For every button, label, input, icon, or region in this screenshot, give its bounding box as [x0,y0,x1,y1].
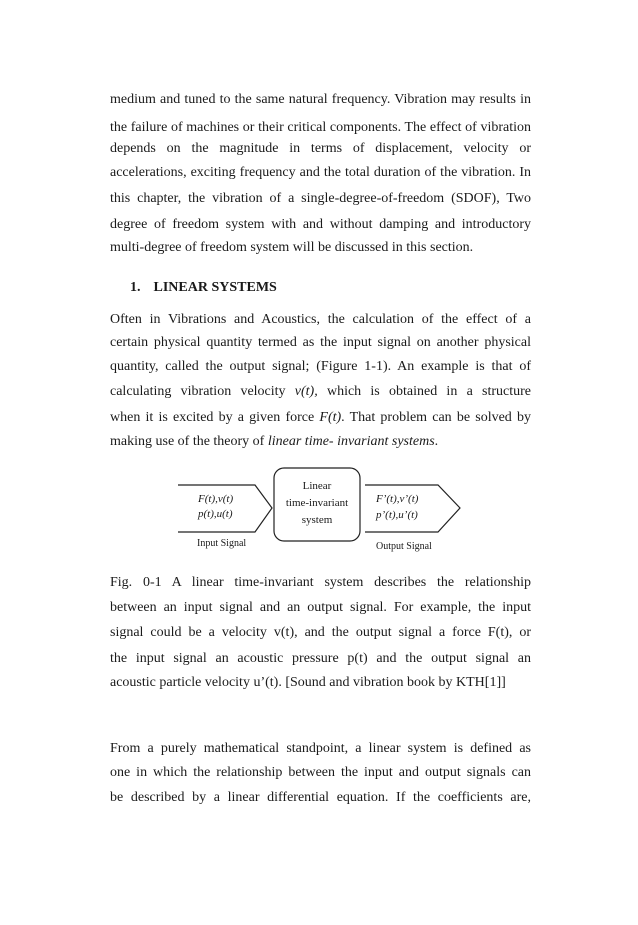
body-line [110,409,531,427]
output-signal-label-2: p’(t),u’(t) [376,509,418,521]
intro-line: degree of freedom system with and without damping and introductory [110,217,531,232]
body-line: Often in Vibrations and Acoustics, the calculation of the effect of a [110,312,531,327]
body-text: making use of the theory of [110,434,268,449]
output-signal-label-1: F’(t),v’(t) [376,493,419,505]
body-line: quantity, called the output signal; (Figure 1-1). An example is that of [110,359,531,374]
caption-line: between an input signal and an output signal. For example, the input [110,600,531,615]
body-line: one in which the relationship between the input and output signals can [110,765,531,780]
intro-line: multi-degree of freedom system will be discussed in this section. [110,240,474,255]
body-text: . [434,434,439,449]
body-text: when it is excited by a given force [110,410,320,425]
body-line: From a purely mathematical standpoint, a linear system is defined as [110,741,531,756]
output-signal-caption: Output Signal [376,541,432,552]
section-heading [130,280,277,296]
body-text: . That problem can be solved by [341,410,531,425]
intro-line: depends on the magnitude in terms of displacement, velocity or [110,141,531,156]
input-signal-label-2: p(t),u(t) [198,508,233,520]
input-signal-label-1: F(t),v(t) [198,493,234,505]
body-text: calculating vibration velocity [110,384,295,399]
caption-line: signal could be a velocity v(t), and the output signal a force F(t), or [110,625,531,640]
system-label-line: Linear [302,480,332,492]
caption-line: Fig. 0-1 A linear time-invariant system describes the relationship [110,575,531,590]
body-line [110,433,531,451]
intro-line: this chapter, the vibration of a single-degree-of-freedom (SDOF), Two [110,191,531,206]
italic-term: v(t), [294,384,318,399]
section-number: 1. [130,280,141,295]
section-title: LINEAR SYSTEMS [153,280,277,295]
lti-system-diagram [160,460,470,560]
caption-line: acoustic particle velocity u’(t). [Sound and vibration book by KTH[1]] [110,675,506,690]
intro-line: medium and tuned to the same natural frequency. Vibration may results in [110,92,531,107]
body-line [110,383,531,401]
system-label-line: system [301,514,333,526]
input-signal-caption: Input Signal [197,538,247,549]
body-line: be described by a linear differential equation. If the coefficients are, [110,790,531,805]
system-label [276,478,358,529]
caption-line: the input signal an acoustic pressure p(t) and the output signal an [110,651,531,666]
intro-line: the failure of machines or their critical components. The effect of vibration [110,120,531,135]
system-label-line: time-invariant [285,497,349,509]
intro-line: accelerations, exciting frequency and the total duration of the vibration. In [110,165,531,180]
italic-term: linear time- invariant systems [267,434,435,449]
body-line: certain physical quantity termed as the input signal on another physical [110,335,531,350]
body-text: which is obtained in a structure [317,384,531,399]
italic-term: F(t) [319,410,342,425]
